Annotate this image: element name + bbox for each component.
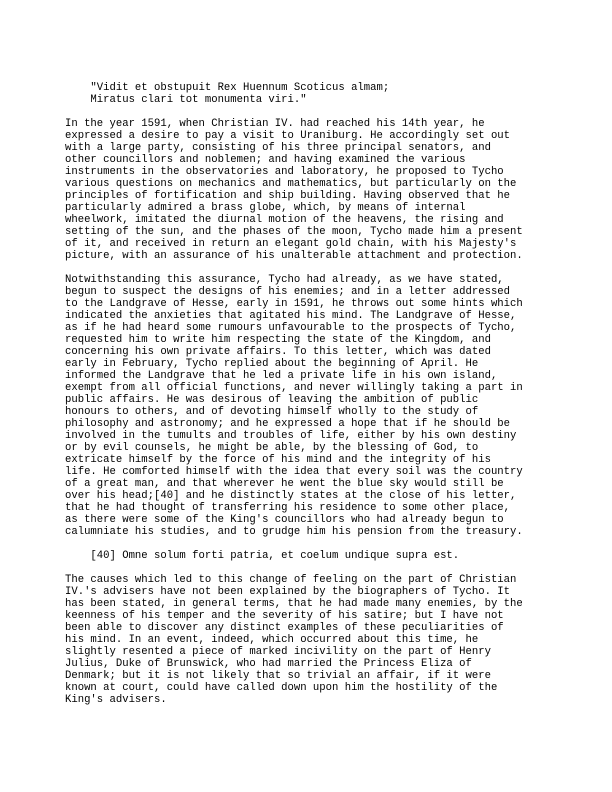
paragraph-3: The causes which led to this change of feeling on the part of Christian IV.'s advisers have not been explained by the biographers of Tycho. It has been stated, in general terms, that he had made many enemies, by the keenness of his temper and the severity of his satire; but I have not been able to discover any distinct examples of these peculiarities of his mind. In an event, indeed, which occurred about this time, he slightly resented a piece of marked incivility on the part of Henry Julius, Duke of Brunswick, who had married the Princess Eliza of Denmark; but it is not likely that so trivial an affair, if it were known at court, could have called down upon him the hostility of the King's advisers.: [65, 574, 523, 706]
paragraph-1: In the year 1591, when Christian IV. had reached his 14th year, he expressed a desire to pay a visit to Uraniburg. He accordingly set out with a large party, consisting of his three principal senators, and other councillors and noblemen; and having examined the various instruments in the observatories and laboratory, he proposed to Tycho various questions on mechanics and mathematics, but particularly on the principles of fortification and ship building. Having observed that he particularly admired a brass globe, which, by means of internal wheelwork, imitated the diurnal motion of the heavens, the rising and setting of the sun, and the phases of the moon, Tycho made him a present of it, and received in return an elegant gold chain, with his Majesty's picture, with an assurance of his unalterable attachment and protection.: [65, 118, 523, 262]
paragraph-2: Notwithstanding this assurance, Tycho had already, as we have stated, begun to suspect the designs of his enemies; and in a letter addressed to the Landgrave of Hesse, early in 1591, he throws out some hints which indicated the anxieties that agitated his mind. The Landgrave of Hesse, as if he had heard some rumours unfavourable to the prospects of Tycho, requested him to write him respecting the state of the Kingdom, and concerning his own private affairs. To this letter, which was dated early in February, Tycho replied about the beginning of April. He informed the Landgrave that he led a private life in his own island, exempt from all official functions, and never willingly taking a part in public affairs. He was desirous of leaving the ambition of public honours to others, and of devoting himself wholly to the study of philosophy and astronomy; and he expressed a hope that if he should be involved in the tumults and troubles of life, either by his own destiny or by evil counsels, he might be able, by the blessing of God, to extricate himself by the force of his mind and the integrity of his life. He comforted himself with the idea that every soil was the country of a great man, and that wherever he went the blue sky would still be over his head;[40] and he distinctly states at the close of his letter, that he had thought of transferring his residence to some other place, as there were some of the King's councillors who had already begun to calumniate his studies, and to grudge him his pension from the treasury.: [65, 274, 523, 538]
footnote: [40] Omne solum forti patria, et coelum undique supra est.: [65, 550, 460, 562]
text-block: [65, 82, 523, 706]
epigraph: "Vidit et obstupuit Rex Huennum Scoticus almam; Miratus clari tot monumenta viri.": [90, 82, 390, 106]
